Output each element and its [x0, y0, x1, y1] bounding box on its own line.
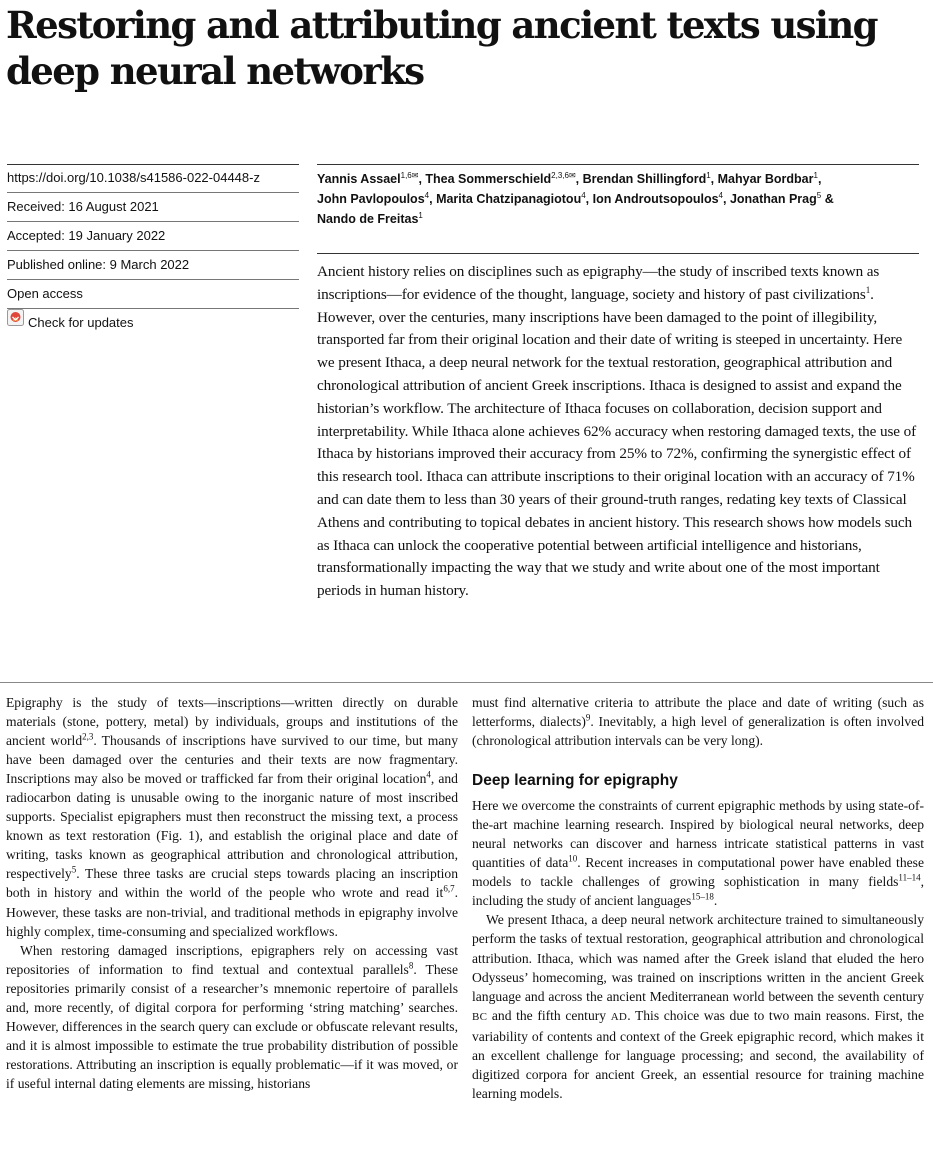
body-column-left — [6, 693, 458, 1093]
authors-top-rule — [317, 164, 919, 165]
email-icon[interactable]: ✉ — [411, 170, 419, 180]
body-column-right — [472, 693, 924, 1103]
body-paragraph: We present Ithaca, a deep neural network architecture trained to simultaneously perform the tasks of textual restoration, geographical attribution and chronological attribution. Ithaca, which was named after the Greek island that eluded the hero Odysseus’ homecoming, was trained on inscriptions written in the ancient Greek language and across the ancient Mediterranean world between the seventh century BC and the fifth century AD. This choice was due to two main reasons. First, the variability of contents and context of the Greek epigraphic record, which makes it an excellent challenge for language processing; and second, the availability of digitized corpora for ancient Greek, an essential resource for training machine learning models. — [472, 912, 924, 1101]
era-abbreviation: AD — [610, 1010, 628, 1023]
author-affiliation: 4 — [424, 190, 430, 200]
citation-ref[interactable]: 9 — [585, 712, 591, 723]
check-for-updates-icon — [7, 309, 24, 336]
citation-ref[interactable]: 5 — [71, 864, 77, 875]
author-name[interactable]: Brendan Shillingford — [582, 172, 707, 186]
author-affiliation: 5 — [816, 190, 822, 200]
citation-ref[interactable]: 1 — [865, 284, 871, 295]
body-paragraph: must find alternative criteria to attribute the place and date of writing (such as letterforms, dialects)$^9$. Inevitably, a high level of generalization is often involved (chronological attribution intervals can be very long). — [472, 695, 924, 749]
open-access-label: Open access — [7, 280, 299, 309]
citation-ref[interactable]: 15–18 — [691, 891, 714, 902]
published-date: Published online: 9 March 2022 — [7, 251, 299, 280]
citation-ref[interactable]: 2,3 — [82, 731, 94, 742]
author-name[interactable]: John Pavlopoulos — [317, 192, 425, 206]
author-name[interactable]: Thea Sommerschield — [425, 172, 552, 186]
citation-ref[interactable]: 4 — [426, 769, 431, 780]
section-heading: Deep learning for epigraphy — [472, 772, 678, 790]
body-paragraph: Here we overcome the constraints of current epigraphic methods by using state-of-the-art machine learning research. Inspired by biological neural networks, deep neural networks can discover and harness intricate statistical patterns in vast quantities of data$^{10}$. Recent increases in computational power have enabled these models to tackle challenges of growing sophistication in many fields$^{11-14}$, including the study of ancient languages$^{15-18}$. — [472, 798, 924, 909]
author-name[interactable]: Jonathan Prag — [729, 192, 817, 206]
author-affiliation: 4 — [581, 190, 586, 200]
author-name[interactable]: Yannis Assael — [317, 172, 401, 186]
author-name[interactable]: Mahyar Bordbar — [717, 172, 814, 186]
author-affiliation: 2,3,6 — [551, 170, 569, 180]
check-for-updates-link[interactable] — [7, 309, 299, 337]
received-date: Received: 16 August 2021 — [7, 193, 299, 222]
author-affiliation: 1 — [418, 210, 423, 220]
doi-link[interactable]: https://doi.org/10.1038/s41586-022-04448-z — [7, 164, 299, 193]
check-for-updates-label: Check for updates — [28, 315, 134, 330]
author-name[interactable]: Marita Chatzipanagiotou — [436, 192, 582, 206]
citation-ref[interactable]: 6,7 — [443, 883, 455, 894]
email-icon[interactable]: ✉ — [568, 170, 576, 180]
article-title: Restoring and attributing ancient texts using deep neural networks — [6, 3, 877, 93]
author-affiliation: 1 — [706, 170, 711, 180]
abstract: Ancient history relies on disciplines such as epigraphy—the study of inscribed texts known as inscriptions—for evidence of the thought, language, society and history of past civilizations$^1$. However, over the centuries, many inscriptions have been damaged to the point of illegibility, transported far from their original location and their date of writing is steeped in uncertainty. Here we present Ithaca, a deep neural network for the textual restoration, geographical attribution and chronological attribution of ancient Greek inscriptions. Ithaca is designed to assist and expand the historian’s workflow. The architecture of Ithaca focuses on collaboration, decision support and interpretability. While Ithaca alone achieves 62% accuracy when restoring damaged texts, the use of Ithaca by historians improved their accuracy from 25% to 72%, confirming the synergistic effect of this research tool. Ithaca can attribute inscriptions to their original location with an accuracy of 71% and can date them to less than 30 years of their ground-truth ranges, redating key texts of Classical Athens and contributing to topical debates in ancient history. This research shows how models such as Ithaca can unlock the cooperative potential between artificial intelligence and historians, transformationally impacting the way that we study and write about one of the most important periods in human history. — [317, 263, 917, 600]
citation-ref[interactable]: 8 — [408, 960, 414, 971]
body-top-rule — [0, 682, 933, 683]
author-affiliation: 1,6 — [400, 170, 412, 180]
authors-conjunction: & — [824, 192, 834, 206]
body-paragraph: When restoring damaged inscriptions, epigraphers rely on accessing vast repositories of information to find textual and contextual parallels$^8$. These repositories primarily consist of a researcher’s mnemonic repertoire of parallels and, more recently, of digital corpora for performing ‘string matching’ searches. However, differences in the search query can exclude or obfuscate relevant results, and it is almost impossible to estimate the true probability distribution of possible restorations. Attributing an inscription is equally problematic—if it was moved, or if useful internal dating elements are missing, historians — [6, 942, 458, 1091]
author-list: Yannis Assael$^{1,6✉}$, Thea Sommerschield$^{2,3,6✉}$, Brendan Shillingford$^1$, Mahyar Bordbar$^1$, John Pavlopoulos$^4$, Marita Chatzipanagiotou$^4$, Ion Androutsopoulos$^4$, Jonathan Prag$^5$ & Nando de Freitas$^1$ — [317, 170, 834, 226]
author-affiliation: 1 — [813, 170, 818, 180]
citation-ref[interactable]: 10 — [568, 853, 578, 864]
body-paragraph: Epigraphy is the study of texts—inscriptions—written directly on durable materials (stone, pottery, metal) by individuals, groups and institutions of the ancient world$^{2,3}$. Thousands of inscriptions have survived to our time, but many have been damaged over the centuries and their texts are now fragmentary. Inscriptions may also be moved or trafficked far from their original location$^4$, and radiocarbon dating is unusable owing to the inorganic nature of most inscribed supports. Specialist epigraphers must then reconstruct the missing text, a process known as text restoration (Fig. 1), and establish the original place and date of writing, tasks known as geographical attribution and chronological attribution, respectively$^5$. These three tasks are crucial steps towards placing an inscription both in history and within the world of the people who wrote and read it$^{6,7}$. However, these tasks are non-trivial, and traditional methods in epigraphy involve highly complex, time-consuming and specialized workflows. — [6, 695, 458, 939]
accepted-date: Accepted: 19 January 2022 — [7, 222, 299, 251]
author-name[interactable]: Ion Androutsopoulos — [592, 192, 719, 206]
era-abbreviation: BC — [472, 1010, 488, 1023]
author-affiliation: 4 — [718, 190, 723, 200]
citation-ref[interactable]: 11–14 — [898, 872, 921, 883]
abstract-top-rule — [317, 253, 919, 254]
author-name[interactable]: Nando de Freitas — [317, 212, 419, 226]
article-metadata — [7, 164, 299, 337]
